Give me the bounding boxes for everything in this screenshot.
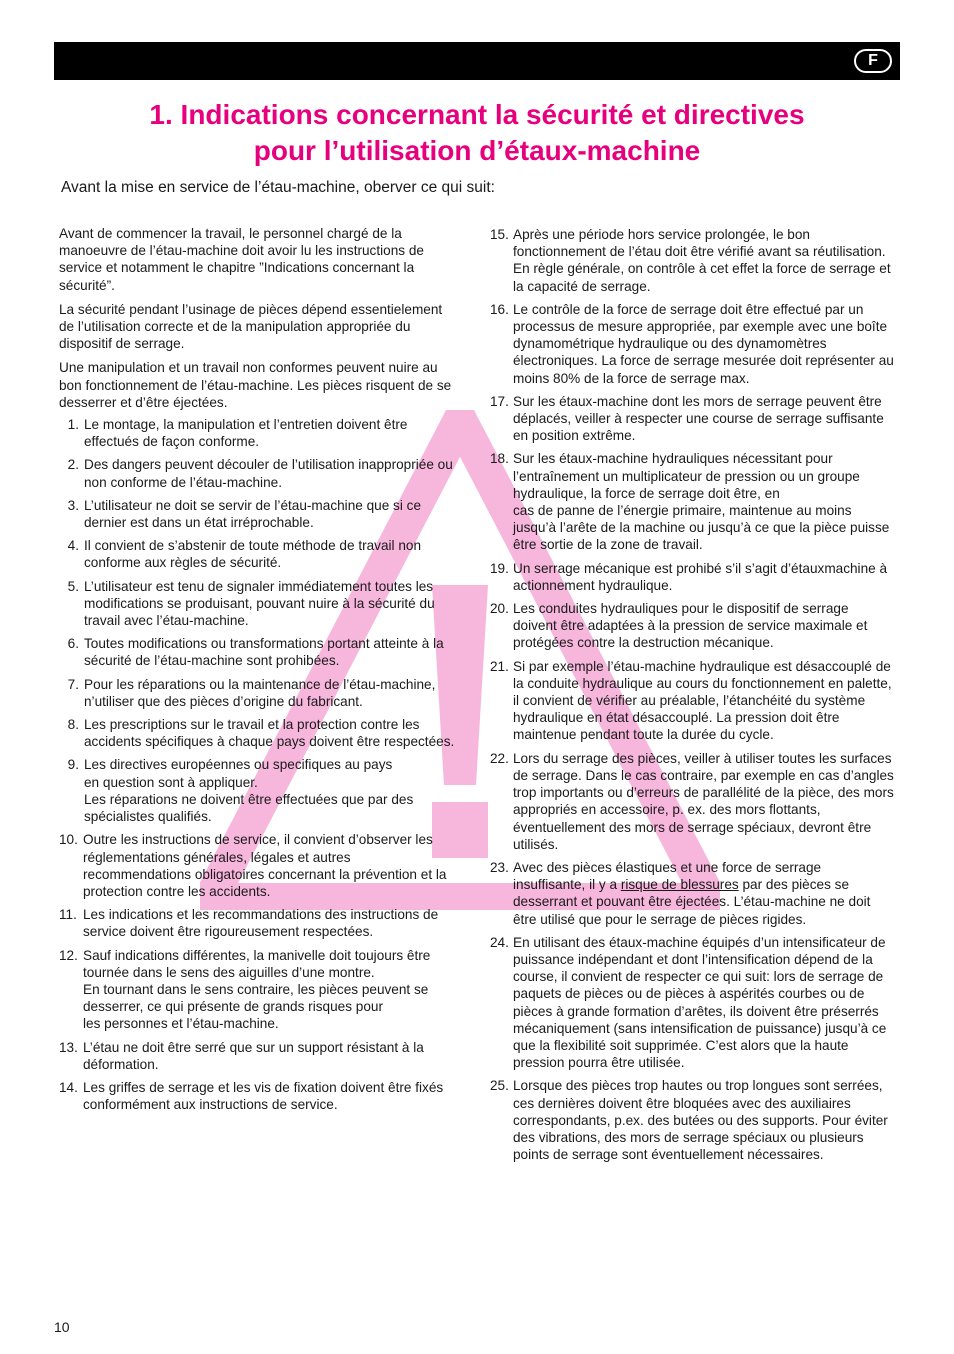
item-number: 6. bbox=[67, 636, 79, 652]
item-number: 10. bbox=[59, 832, 78, 848]
right-column bbox=[490, 226, 895, 1169]
item-text: L’utilisateur ne doit se servir de l’étau-machine que si ce dernier est dans un état irréprochable. bbox=[84, 497, 422, 531]
item-text: Les prescriptions sur le travail et la protection contre les accidents spécifiques à chaque pays doivent être respectées. bbox=[84, 717, 455, 750]
item-text: Sur les étaux-machine hydrauliques nécessitant pour l’entraînement un multiplicateur de pression ou un groupe hydraulique, la force de serrage doit être, en cas de panne de l’énergie primaire, maintenue au moins jusqu’à l’arête de la machine ou jusqu’à ce que la pièce puisse être sortie de la zone de travail. bbox=[513, 451, 890, 553]
item-number: 16. bbox=[490, 301, 509, 317]
item-text bbox=[513, 859, 895, 928]
title-line-1: 1. Indications concernant la sécurité et directives bbox=[149, 99, 805, 130]
list-item bbox=[490, 560, 895, 594]
item-text: Les conduites hydrauliques pour le dispositif de serrage doivent être adaptées à la pression de service maximale et protégées contre la destruction mécanique. bbox=[513, 601, 868, 651]
item-text: Toutes modifications ou transformations portant atteinte à la sécurité de l’étau-machine sont prohibées. bbox=[84, 636, 444, 669]
item-number: 23. bbox=[490, 859, 509, 875]
page-number: 10 bbox=[54, 1319, 70, 1335]
item-text: Si par exemple l’étau-machine hydraulique est désaccouplé de la conduite hydraulique au cours du fonctionnement en palette, il convient de vérifier au préalable, l’étanchéité du système hydraulique en état désaccouplé. La pression doit être maintenue pendant toute la durée du cycle. bbox=[513, 658, 892, 743]
list-item bbox=[59, 676, 461, 710]
item-number: 4. bbox=[67, 538, 79, 554]
item-text: L’étau ne doit être serré que sur un support résistant à la déformation. bbox=[83, 1039, 424, 1072]
left-column bbox=[59, 225, 461, 1119]
list-item bbox=[59, 947, 461, 1033]
list-item bbox=[490, 600, 895, 652]
paragraph: La sécurité pendant l’usinage de pièces dépend essentielement de l’utilisation correcte et de la manipulation appropriée du dispositif de serrage. bbox=[59, 301, 443, 352]
item-text: Lorsque des pièces trop hautes ou trop longues sont serrées, ces dernières doivent être bloquées avec des auxiliaires correspondants, p.ex. des butées ou des supports. Pour éviter des vibrations, des mors de serrage spéciaux ou plusieurs points de serrage sont éventuellement nécessaires. bbox=[513, 1078, 888, 1163]
text-before: Avec des pièces élastiques et une force de serrage insuffisante, il y a bbox=[513, 859, 822, 893]
list-item bbox=[490, 750, 895, 853]
item-text: Un serrage mécanique est prohibé s’il s’agit d’étauxmachine à actionnement hydraulique. bbox=[513, 560, 888, 593]
item-number: 19. bbox=[490, 560, 509, 576]
list-item bbox=[59, 456, 461, 490]
list-item bbox=[490, 450, 895, 553]
top-bar bbox=[54, 42, 900, 80]
item-number: 21. bbox=[490, 658, 509, 674]
page-title bbox=[54, 97, 900, 169]
item-text: Sur les étaux-machine dont les mors de serrage peuvent être déplacés, veiller à respecter une course de serrage suffisante en position extrême. bbox=[513, 393, 884, 444]
item-number: 22. bbox=[490, 750, 509, 766]
list-item bbox=[490, 393, 895, 445]
list-item bbox=[59, 716, 461, 750]
item-number: 18. bbox=[490, 451, 509, 467]
list-item bbox=[59, 1039, 461, 1073]
item-text: Après une période hors service prolongée, le bon fonctionnement de l’étau doit être vérifié avant sa réutilisation. En règle générale, on contrôle à cet effet la force de serrage et la capacité de serrage. bbox=[513, 227, 891, 294]
item-text: Les indications et les recommandations des instructions de service doivent être rigoureusement respectées. bbox=[83, 907, 439, 940]
item-text: Des dangers peuvent découler de l’utilisation inappropriée ou non conforme de l’étau-machine. bbox=[84, 457, 453, 490]
item-number: 8. bbox=[67, 717, 79, 733]
item-text: Il convient de s’abstenir de toute méthode de travail non conforme aux règles de sécurité. bbox=[84, 538, 422, 571]
item-number: 5. bbox=[67, 578, 79, 594]
paragraph: Avant de commencer la travail, le personnel chargé de la manoeuvre de l’étau-machine doit avoir lu les instructions de service et notamment le chapitre ”Indications concernant la sécurité”. bbox=[59, 226, 424, 293]
language-badge: F bbox=[854, 49, 892, 73]
list-item bbox=[59, 578, 461, 630]
item-number: 2. bbox=[67, 457, 79, 473]
item-number: 9. bbox=[67, 757, 79, 773]
item-number: 17. bbox=[490, 393, 509, 409]
list-item bbox=[490, 1077, 895, 1163]
item-number: 15. bbox=[490, 227, 509, 242]
title-line-2: pour l’utilisation d’étaux-machine bbox=[253, 135, 701, 166]
item-number: 11. bbox=[59, 907, 77, 923]
item-number: 1. bbox=[67, 417, 79, 433]
item-text: Sauf indications différentes, la manivelle doit toujours être tournée dans le sens des aiguilles d’une montre. En tournant dans le sens contraire, les pièces peuvent se desserrer, ce qui présente de grands risques pour les personnes et l’étau-machine. bbox=[83, 947, 431, 1032]
list-item bbox=[490, 934, 895, 1072]
text-after: par des pièces se desserrant et pouvant être éjectées. L’étau-machine ne doit être utilisé que pour le serrage de pièces rigides. bbox=[513, 877, 871, 927]
item-number: 20. bbox=[490, 601, 509, 617]
list-item bbox=[59, 1079, 461, 1113]
item-text: Lors du serrage des pièces, veiller à utiliser toutes les surfaces de serrage. Dans le cas contraire, par exemple en cas d’angles trop importants ou d’erreurs de parallélité de la pièce, des mors appropriés en accessoire, p. ex. des mors flottants, éventuellement des mors de serrage spéciaux, devront être utilisés. bbox=[513, 750, 894, 852]
list-item bbox=[59, 416, 461, 450]
item-text: Pour les réparations ou la maintenance de l’étau-machine, n’utiliser que des pièces d’origine du fabricant. bbox=[84, 676, 436, 709]
list-item bbox=[59, 635, 461, 669]
item-number: 7. bbox=[67, 676, 79, 692]
item-text: Les griffes de serrage et les vis de fixation doivent être fixés conformément aux instructions de service. bbox=[83, 1079, 444, 1113]
list-item bbox=[59, 537, 461, 571]
item-number: 12. bbox=[59, 947, 78, 963]
item-number: 3. bbox=[67, 497, 79, 513]
item-number: 13. bbox=[59, 1039, 78, 1055]
list-item bbox=[59, 831, 461, 900]
item-number: 14. bbox=[59, 1079, 78, 1095]
list-item bbox=[59, 497, 461, 531]
list-item bbox=[59, 906, 461, 940]
item-text: Les directives européennes ou specifiques au pays en question sont à appliquer. Les réparations ne doivent être effectuées que par des spécialistes qualifiés. bbox=[84, 757, 414, 825]
list-item bbox=[490, 658, 895, 744]
list-item bbox=[490, 859, 895, 928]
intro-text: Avant la mise en service de l’étau-machine, oberver ce qui suit: bbox=[61, 179, 495, 196]
item-number: 25. bbox=[490, 1078, 509, 1094]
item-text: L’utilisateur est tenu de signaler immédiatement toutes les modifications se produisant, pouvant nuire à la sécurité du travail avec l’étau-machine. bbox=[84, 578, 435, 629]
item-text: Le montage, la manipulation et l’entretien doivent être effectués de façon conforme. bbox=[84, 417, 408, 450]
paragraph: Une manipulation et un travail non conformes peuvent nuire au bon fonctionnement de l’étau-machine. Les pièces risquent de se desserrer et d’être éjectées. bbox=[59, 360, 452, 410]
item-text: Le contrôle de la force de serrage doit être effectué par un processus de mesure appropriée, par exemple avec une boîte dynamométrique hydraulique ou des dynamomètres électroniques. La force de serrage mesurée doit représenter au moins 80% de la force de serrage max. bbox=[513, 301, 894, 386]
item-number: 24. bbox=[490, 934, 509, 950]
warning-emphasis: risque de blessures bbox=[620, 877, 739, 893]
list-item bbox=[59, 756, 461, 825]
item-text: En utilisant des étaux-machine équipés d’un intensificateur de puissance indépendant et dont l’intensification dépend de la course, il convient de respecter ce qui suit: lors de serrage de paquets de pièces ou de pièces à aspérités courbes ou de pièces à grande formation d’arêtes, ils doivent être préserrés mécaniquement (sans intensification de puissance) jusqu’à ce que la flexibilité soit supprimée. C’est alors que la haute pression pourra être utilisée. bbox=[513, 934, 887, 1071]
item-text: Outre les instructions de service, il convient d’observer les réglementations générales, légales et autres recommendations obligatoires concernant la prévention et la protection contre les accidents. bbox=[83, 832, 447, 899]
list-item bbox=[490, 226, 895, 295]
list-item bbox=[490, 301, 895, 387]
